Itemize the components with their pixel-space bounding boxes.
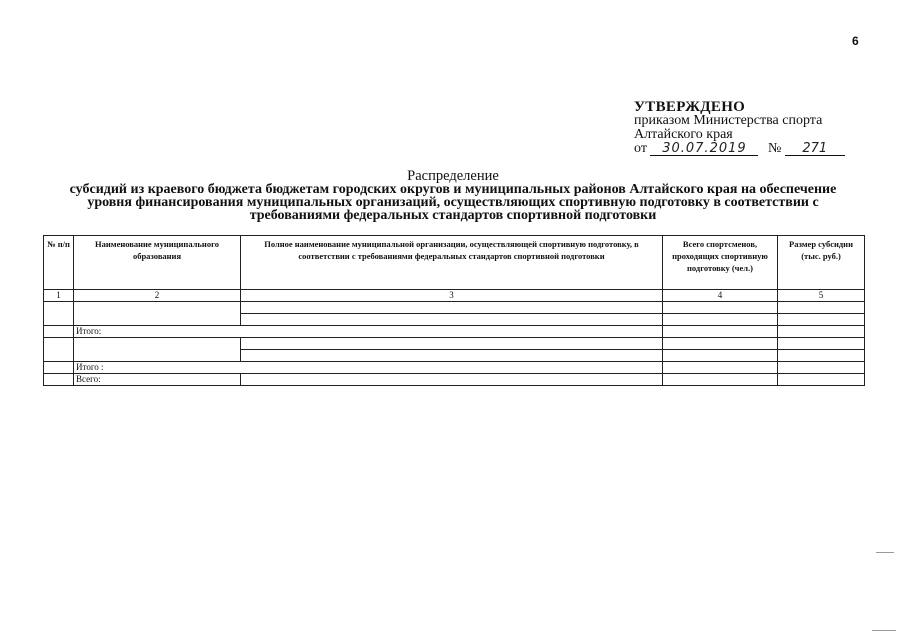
table-cell [44,302,74,326]
header-number: № п/п [44,236,74,290]
table-cell [663,326,778,338]
table-row [44,302,865,314]
document-title: Распределение [407,168,499,184]
subtotal-row [44,326,865,338]
document-heading [40,170,866,222]
table-cell [44,338,74,362]
table-cell [778,362,865,374]
column-number: 5 [778,290,865,302]
header-athletes: Всего спортсменов, проходящих спортивную подготовку (чел.) [663,236,778,290]
column-numbers-row [44,290,865,302]
table-cell [778,314,865,326]
table-cell [663,338,778,350]
handwritten-number: 271 [785,142,845,156]
table-cell [663,350,778,362]
approval-title: УТВЕРЖДЕНО [634,99,746,115]
document-subtitle-line-3: требованиями федеральных стандартов спортивной подготовки [249,208,657,223]
header-organization: Полное наименование муниципальной организации, осуществляющей спортивную подготовку, в соответствии с требованиями федеральных стандартов спортивной подготовки [241,236,663,290]
column-number: 1 [44,290,74,302]
table-cell [241,302,663,314]
table-cell [44,374,74,386]
table-cell [663,314,778,326]
date-prefix: от [634,141,647,156]
table-cell [44,362,74,374]
table-cell [778,374,865,386]
table-cell [241,314,663,326]
table-cell [663,302,778,314]
column-number: 4 [663,290,778,302]
scan-artifact [876,552,894,553]
table-cell [44,326,74,338]
document-subtitle-line-2: уровня финансирования муниципальных организаций, осуществляющих спортивную подготовку в соответствии с [87,195,819,210]
table-cell [663,374,778,386]
grand-total-label: Всего: [74,374,241,386]
document-subtitle-line-1: субсидий из краевого бюджета бюджетам городских округов и муниципальных районов Алтайского края на обеспечение [69,182,837,197]
grand-total-row [44,374,865,386]
approval-line-1: приказом Министерства спорта [634,113,823,128]
header-subsidy: Размер субсидии (тыс. руб.) [778,236,865,290]
approval-line-2: Алтайского края [634,127,733,142]
column-number: 2 [74,290,241,302]
subsidy-table [43,235,865,386]
table-cell [778,350,865,362]
table-cell [241,350,663,362]
subtotal-label: Итого: [74,326,663,338]
table-cell [241,374,663,386]
header-municipality: Наименование муниципального образования [74,236,241,290]
table-cell [778,338,865,350]
table-cell [241,338,663,350]
number-prefix: № [767,141,782,156]
scan-artifact [872,630,896,631]
table-cell [778,302,865,314]
column-number: 3 [241,290,663,302]
subtotal-row [44,362,865,374]
handwritten-date: 30.07.2019 [650,142,758,156]
page-number: 6 [852,34,859,48]
table-header-row [44,236,865,290]
approval-date-line [634,142,884,156]
table-cell [74,338,241,362]
subtotal-label: Итого : [74,362,663,374]
table-cell [663,362,778,374]
table-cell [74,302,241,326]
table-row [44,338,865,350]
table-cell [778,326,865,338]
approval-stamp [634,100,884,156]
